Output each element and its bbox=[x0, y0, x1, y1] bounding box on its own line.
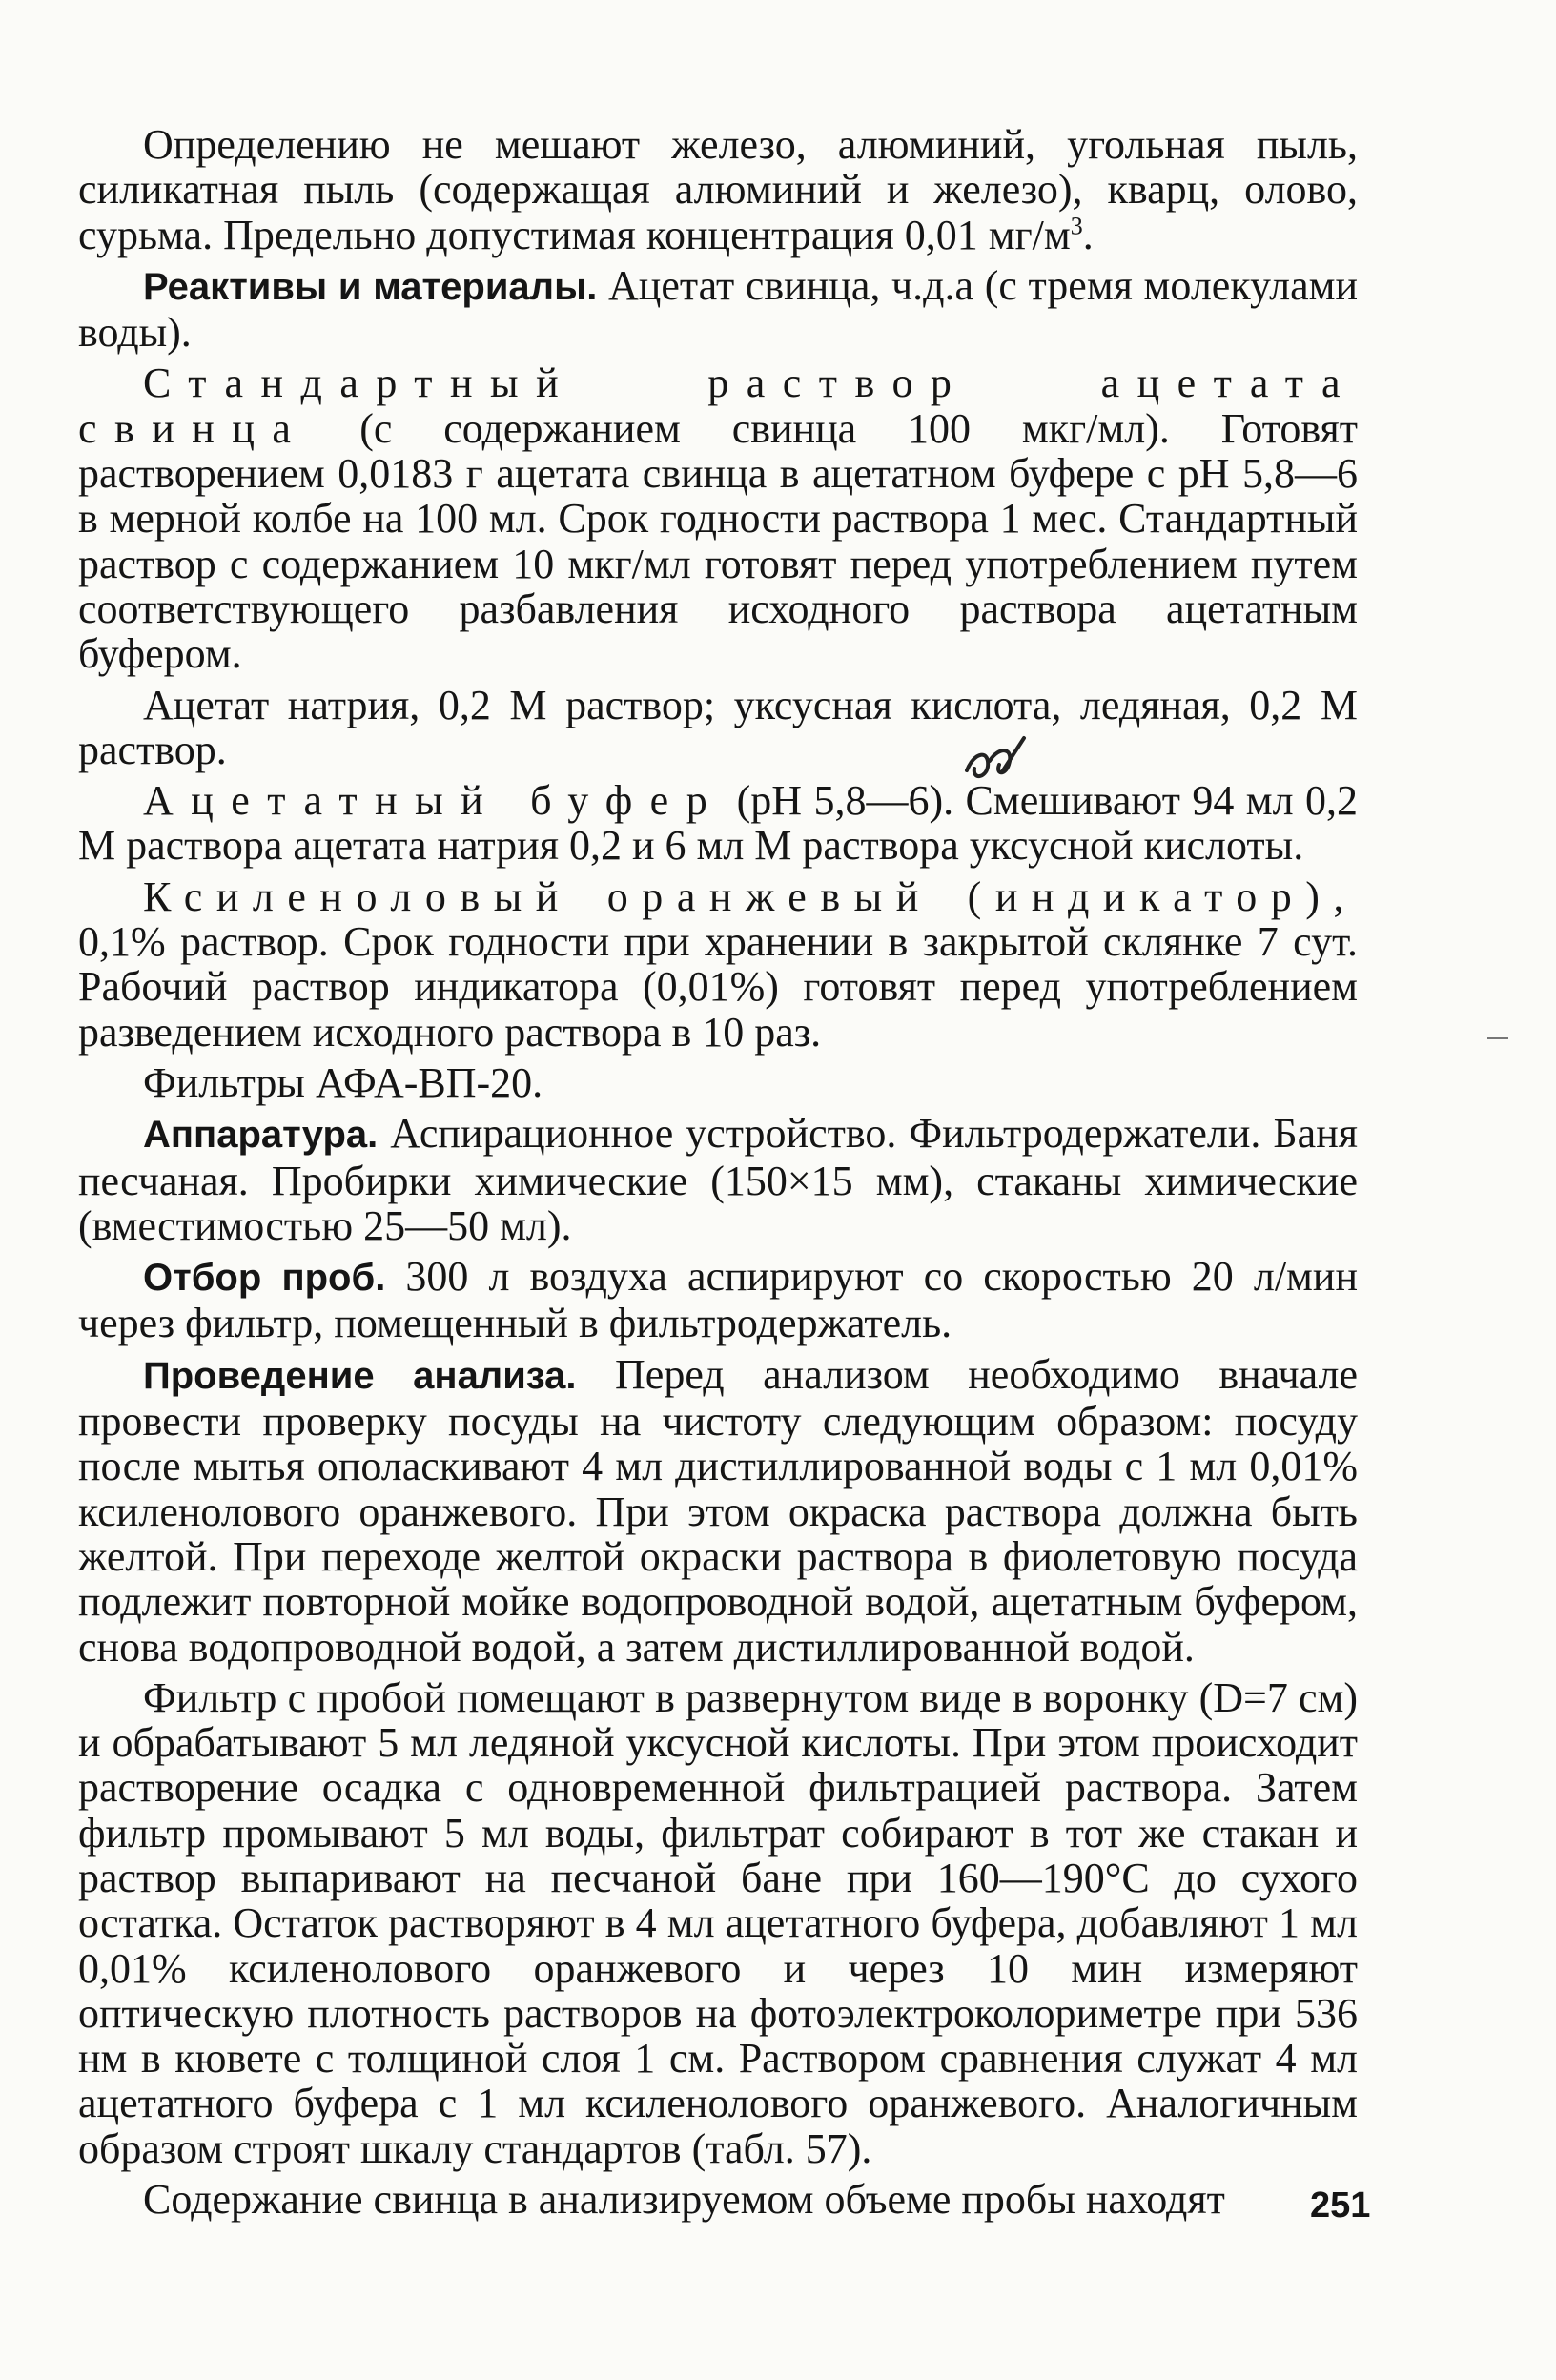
paragraph-sampling: Отбор проб. 300 л воздуха аспирируют со скоростью 20 л/мин через фильтр, помещенный в фильтродержатель. bbox=[78, 1253, 1358, 1347]
margin-mark bbox=[1487, 1037, 1508, 1039]
paragraph-filter-procedure: Фильтр с пробой помещают в развернутом виде в воронку (D=7 см) и обрабатывают 5 мл ледяной уксусной кислоты. При этом происходит растворение осадка с одновременной фильтрацией раствора. Затем фильтр промывают 5 мл воды, фильтрат собирают в тот же стакан и раствор выпаривают на песчаной бане при 160—190°С до сухого остатка. Остаток растворяют в 4 мл ацетатного буфера, добавляют 1 мл 0,01% ксиленолового оранжевого и через 10 мин измеряют оптическую плотность растворов на фотоэлектроколориметре при 536 нм в кювете с толщиной слоя 1 см. Раствором сравнения служат 4 мл ацетатного буфера с 1 мл ксиленолового оранжевого. Аналогичным образом строят шкалу стандартов (табл. 57). bbox=[78, 1673, 1358, 2172]
heading-apparatus: Аппаратура. bbox=[143, 1114, 379, 1157]
term-standard-solution: Стандартный раствор ацетата свинца bbox=[78, 359, 1358, 452]
term-acetate-buffer: Ацетатный буфер bbox=[143, 777, 726, 825]
body-text bbox=[78, 122, 1358, 2226]
paragraph-sodium-acetate: Ацетат натрия, 0,2 М раствор; уксусная кислота, ледяная, 0,2 М раствор. bbox=[78, 681, 1358, 773]
term-xylenol-orange: Ксиленоловый оранжевый (индикатор), bbox=[143, 872, 1358, 920]
paragraph-reagents: Реактивы и материалы. Ацетат свинца, ч.д.а (с тремя молекулами воды). bbox=[78, 261, 1358, 357]
page-number: 251 bbox=[1310, 2185, 1371, 2226]
paragraph-apparatus: Аппаратура. Аспирационное устройство. Фильтродержатели. Баня песчаная. Пробирки химические (150×15 мм), стаканы химические (вместимостью 25—50 мл). bbox=[78, 1110, 1358, 1249]
paragraph-standard-solution: Стандартный раствор ацетата свинца (с содержанием свинца 100 мкг/мл). Готовят растворением 0,0183 г ацетата свинца в ацетатном буфере с pH 5,8—6 в мерной колбе на 100 мл. Срок годности раствора 1 мес. Стандартный раствор с содержанием 10 мкг/мл готовят перед употреблением путем соответствующего разбавления исходного раствора ацетатным буфером. bbox=[78, 359, 1358, 678]
paragraph-lead-content: Содержание свинца в анализируемом объеме пробы находят bbox=[143, 2176, 1225, 2224]
paragraph-filters: Фильтры АФА-ВП-20. bbox=[143, 1058, 543, 1106]
heading-sampling: Отбор проб. bbox=[143, 1257, 386, 1300]
heading-analysis: Проведение анализа. bbox=[143, 1354, 577, 1397]
paragraph-analysis: Проведение анализа. Перед анализом необходимо вначале провести проверку посуды на чистоту следующим образом: посуду после мытья ополаскивают 4 мл дистиллированной воды с 1 мл 0,01% ксиленолового оранжевого. При этом окраска раствора должна быть желтой. При переходе желтой окраски раствора в фиолетовую посуда подлежит повторной мойке водопроводной водой, ацетатным буфером, снова водопроводной водой, а затем дистиллированной водой. bbox=[78, 1350, 1358, 1671]
paragraph-acetate-buffer: Ацетатный буфер (pH 5,8—6). Смешивают 94 мл 0,2 М раствора ацетата натрия 0,2 и 6 мл М раствора уксусной кислоты. bbox=[78, 777, 1358, 870]
paragraph-interference: Определению не мешают железо, алюминий, угольная пыль, силикатная пыль (содержащая алюминий и железо), кварц, олово, сурьма. Предельно допустимая концентрация 0,01 $мг/м^3$. bbox=[78, 121, 1358, 258]
paragraph-xylenol-orange: Ксиленоловый оранжевый (индикатор), 0,1% раствор. Срок годности при хранении в закрытой склянке 7 сут. Рабочий раствор индикатора (0,01%) готовят перед употреблением разведением исходного раствора в 10 раз. bbox=[78, 872, 1358, 1056]
heading-reagents: Реактивы и материалы. bbox=[143, 265, 598, 308]
superscript-3: 3 bbox=[1070, 211, 1083, 239]
